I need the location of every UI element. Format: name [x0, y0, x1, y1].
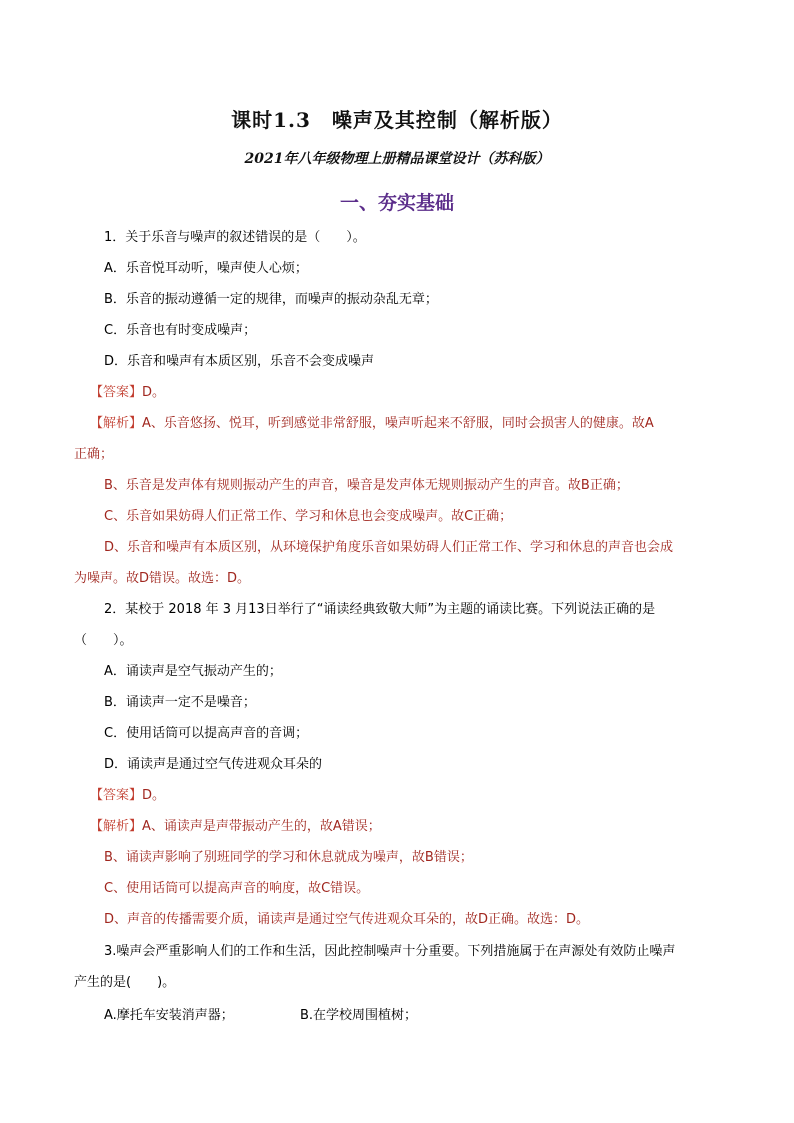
- q2-option-a: A．诵读声是空气振动产生的；: [104, 664, 282, 679]
- q2-stem-line1: 2．某校于 2018 年 3 月13日举行了“诵读经典致敬大师”为主题的诵读比赛。下列说法正确的是: [104, 602, 656, 617]
- q1-analysis-a-line1: [90, 414, 654, 434]
- q2-option-c: C．使用话筒可以提高声音的音调；: [104, 726, 309, 741]
- q2-analysis-a: [90, 817, 381, 837]
- answer-tag: 【答案】: [90, 385, 143, 400]
- q1-analysis-b: B、乐音是发声体有规则振动产生的声音，噪音是发声体无规则振动产生的声音。故B正确；: [104, 478, 629, 493]
- q1-analysis-d-line1: D、乐音和噪声有本质区别，从环境保护角度乐音如果妨碍人们正常工作、学习和休息的声音也会成: [104, 540, 674, 555]
- q3-option-b: B.在学校周围植树；: [300, 1008, 418, 1023]
- answer-value: D。: [142, 788, 166, 803]
- q3-option-a: A.摩托车安装消声器；: [104, 1008, 234, 1023]
- q1-answer: [90, 383, 165, 403]
- answer-tag: 【答案】: [90, 788, 143, 803]
- q3-stem-line2: 产生的是( )。: [74, 975, 176, 990]
- page-title: 课时1.3 噪声及其控制（解析版）: [231, 108, 563, 132]
- q2-analysis-b: B、诵读声影响了别班同学的学习和休息就成为噪声，故B错误；: [104, 850, 473, 865]
- analysis-text: A、诵读声是声带振动产生的，故A错误；: [142, 819, 381, 834]
- q2-analysis-c: C、使用话筒可以提高声音的响度，故C错误。: [104, 881, 370, 896]
- analysis-tag: 【解析】: [90, 819, 143, 834]
- q1-analysis-d-line2: 为噪声。故D错误。故选：D。: [74, 571, 251, 586]
- q3-stem-line1: 3.噪声会严重影响人们的工作和生活，因此控制噪声十分重要。下列措施属于在声源处有效防止噪声: [104, 944, 676, 959]
- q2-analysis-d: D、声音的传播需要介质，诵读声是通过空气传进观众耳朵的，故D正确。故选：D。: [104, 912, 590, 927]
- q2-option-d: D．诵读声是通过空气传进观众耳朵的: [104, 757, 323, 772]
- q2-option-b: B．诵读声一定不是噪音；: [104, 695, 256, 710]
- analysis-text: A、乐音悠扬、悦耳，听到感觉非常舒服，噪声听起来不舒服，同时会损害人的健康。故A: [142, 416, 654, 431]
- q1-analysis-a-line2: 正确；: [74, 447, 114, 462]
- q1-option-d: D．乐音和噪声有本质区别，乐音不会变成噪声: [104, 354, 375, 369]
- q2-answer: [90, 786, 165, 806]
- q1-option-c: C．乐音也有时变成噪声；: [104, 323, 257, 338]
- section-heading: 一、夯实基础: [339, 192, 454, 214]
- answer-value: D。: [142, 385, 166, 400]
- q1-stem: 1．关于乐音与噪声的叙述错误的是（ ）。: [104, 230, 366, 245]
- q1-analysis-c: C、乐音如果妨碍人们正常工作、学习和休息也会变成噪声。故C正确；: [104, 509, 513, 524]
- q1-option-a: A．乐音悦耳动听，噪声使人心烦；: [104, 261, 308, 276]
- page-subtitle: 2021年八年级物理上册精品课堂设计（苏科版）: [244, 151, 550, 167]
- q1-option-b: B．乐音的振动遵循一定的规律，而噪声的振动杂乱无章；: [104, 292, 438, 307]
- q2-stem-line2: （ ）。: [74, 633, 133, 648]
- analysis-tag: 【解析】: [90, 416, 143, 431]
